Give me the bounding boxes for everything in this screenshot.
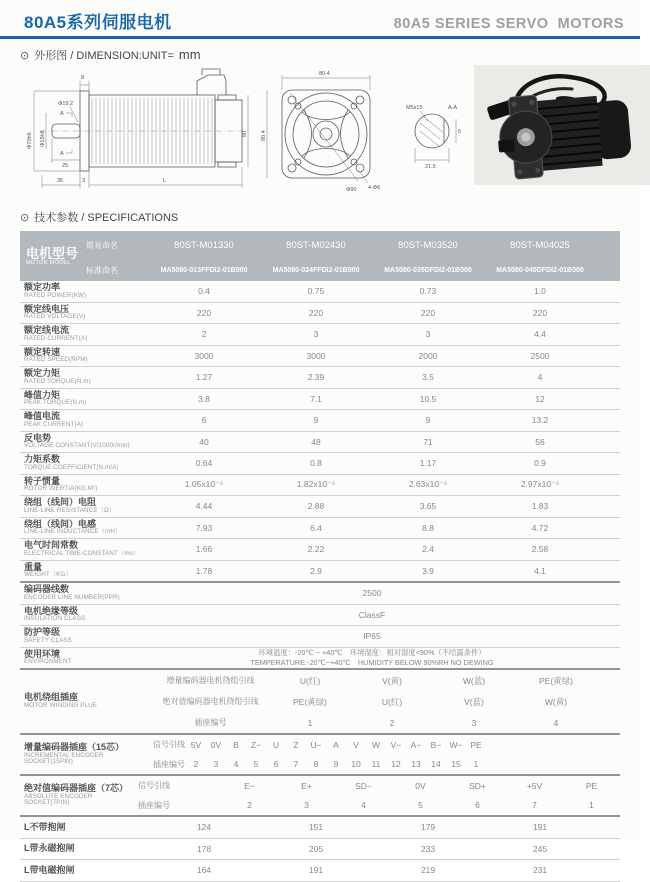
spec-row <box>20 453 620 475</box>
row-label <box>20 369 148 385</box>
spec-row <box>20 410 620 432</box>
spec-value: U(红) <box>381 696 403 707</box>
spec-row <box>20 539 620 561</box>
spec-value: 0.75 <box>307 286 325 297</box>
sub-row-label: 绝对值编码器电机绕组引线 <box>162 697 259 706</box>
spec-value: 124 <box>196 822 212 833</box>
row-label-en: INCREMENTAL ENCODER <box>24 751 104 759</box>
spec-value: 4.4 <box>534 329 546 340</box>
spec-value: 6.4 <box>310 522 322 533</box>
spec-value: V(黄) <box>382 675 402 686</box>
spec-value: 0.4 <box>198 286 210 297</box>
dim-label-8: 8 <box>81 75 85 81</box>
incremental-socket-row <box>152 735 620 754</box>
spec-value: 191 <box>308 865 324 876</box>
spec-value: 9 <box>425 415 431 426</box>
spec-value: 1.83 <box>531 501 549 512</box>
row-label-en: SAFETY CLASS <box>24 636 72 644</box>
spec-value: 2.9 <box>310 565 322 576</box>
environment-text <box>148 648 596 668</box>
sub-row-label: 增量编码器电机绕组引线 <box>166 676 255 685</box>
page-title-zh: 80A5系列伺服电机 <box>24 13 172 32</box>
spec-value: B− <box>430 739 442 750</box>
row-label-en: ELECTRICAL TIME-CONSTANT（ms） <box>24 549 140 557</box>
row-label-zh: 额定功率 <box>24 282 61 293</box>
environment-line-en: TEMPERATURE:-20℃~+40℃ HUMIDITY BELOW 90%RH NO DEWING <box>250 657 494 667</box>
sub-row-label: 信号引线 <box>153 740 185 750</box>
spec-table-body <box>20 281 620 882</box>
spec-value: 1.27 <box>195 372 213 383</box>
spec-value: 1.78 <box>195 565 213 576</box>
row-label-zh: L不带抱闸 <box>24 821 66 832</box>
spec-row <box>20 432 620 454</box>
winding-row <box>152 712 620 733</box>
spec-value: 4 <box>553 717 559 728</box>
spec-value: 5 <box>253 759 259 770</box>
environment-row <box>20 648 620 671</box>
front-view-drawing <box>254 65 394 197</box>
row-label <box>20 520 148 536</box>
header-divider <box>0 36 640 39</box>
spec-span-value: IP65 <box>363 631 381 642</box>
spec-value: 220 <box>196 307 212 318</box>
spec-value: 8 <box>313 759 319 770</box>
spec-row <box>20 389 620 411</box>
spec-value: 2 <box>193 759 199 770</box>
section-width-label: 21.5 <box>425 164 436 170</box>
spec-value: 3000 <box>194 350 214 361</box>
spec-value: 3.65 <box>419 501 437 512</box>
row-label <box>20 348 148 364</box>
row-label-en: RATED TORQUE(N.m) <box>24 377 91 385</box>
spec-value: 191 <box>532 822 548 833</box>
row-label-zh: 额定转速 <box>24 346 61 357</box>
dim-label-height: 80.4 <box>261 130 267 141</box>
spec-value: V− <box>390 739 402 750</box>
spec-value: 233 <box>420 843 436 854</box>
spec-row <box>20 561 620 584</box>
spec-span-row <box>20 583 620 605</box>
row-label-zh: 额定线电压 <box>24 303 70 314</box>
spec-value: 0.64 <box>195 458 213 469</box>
row-label-en: WEIGHT（KG） <box>24 571 72 579</box>
nameplate-name: MA5080-013FFDI2-01B000 <box>160 266 248 274</box>
nameplate-name: MA5080-035DFDI2-01B000 <box>384 266 472 274</box>
circled-dot-icon: ⊙ <box>20 50 30 62</box>
circled-dot-icon: ⊙ <box>20 212 30 224</box>
spec-value: 1 <box>589 800 594 811</box>
spec-value: 7 <box>532 800 537 811</box>
spec-value: 4 <box>233 759 239 770</box>
row-label <box>20 607 148 623</box>
spec-value: 2.58 <box>531 544 549 555</box>
spec-value: A− <box>410 739 422 750</box>
spec-value: 13 <box>411 759 421 770</box>
spec-value: 6 <box>273 759 279 770</box>
spec-value: 9 <box>333 759 339 770</box>
dim-label-3: 3 <box>82 178 86 184</box>
section-mark-a-bottom: A <box>60 151 64 157</box>
spec-value: 205 <box>308 843 324 854</box>
row-label <box>20 412 148 428</box>
row-label-zh: 峰值电流 <box>24 411 61 422</box>
spec-value: 178 <box>196 843 212 854</box>
length-row <box>20 860 620 882</box>
motor-model-label-zh: 电机型号 <box>26 245 79 261</box>
absolute-socket-section <box>20 776 620 817</box>
absolute-socket-row <box>137 776 620 795</box>
spec-row <box>20 367 620 389</box>
shaft-section-drawing <box>394 65 474 197</box>
row-label <box>20 498 148 514</box>
spec-value: 0.8 <box>310 458 322 469</box>
model-name: 80ST-M03520 <box>398 239 458 251</box>
row-label-en: PEAK TORQUE(N.m) <box>24 399 87 407</box>
row-label-zh: 电气时间常数 <box>24 540 79 551</box>
spec-value: 7 <box>293 759 299 770</box>
spec-value: SD+ <box>469 780 486 791</box>
row-label <box>20 455 148 471</box>
motor-model-block <box>20 247 86 266</box>
spec-value: 3 <box>425 329 431 340</box>
spec-value: 13.2 <box>531 415 549 426</box>
spec-value: 1 <box>473 759 479 770</box>
spec-value: 6 <box>475 800 480 811</box>
spec-value: W <box>371 739 381 750</box>
spec-value: W− <box>449 739 463 750</box>
row-label-zh: 增量编码器插座（15芯） <box>24 742 125 753</box>
row-label-en: LINE-LINE INDUCTANCE（mH） <box>24 528 122 536</box>
environment-line-zh: 环境温度：-20℃ ~ +40℃ 环境湿度：相对湿度<90%（不结露条件） <box>258 647 486 657</box>
spec-value: 48 <box>311 436 321 447</box>
spec-value: E− <box>244 780 255 791</box>
row-label <box>20 391 148 407</box>
screw-spec-label: M5x15 <box>406 105 423 111</box>
spec-value: 0.73 <box>419 286 437 297</box>
dim-label-width: 80.4 <box>319 71 330 77</box>
row-label-en: INSULATION CLASS <box>24 615 86 623</box>
row-label-zh: 使用环境 <box>24 648 61 659</box>
spec-span-row <box>20 605 620 627</box>
spec-value: 0.9 <box>534 458 546 469</box>
spec-row <box>20 281 620 303</box>
spec-value: B <box>233 739 239 750</box>
spec-value: A <box>333 739 339 750</box>
spec-value: 3000 <box>306 350 326 361</box>
absolute-socket-row <box>137 796 620 815</box>
spec-value: 3.9 <box>422 565 434 576</box>
dim-label-d70: Φ70h6 <box>27 132 33 149</box>
row-label <box>20 434 148 450</box>
spec-value: PE <box>470 739 482 750</box>
incremental-socket-row <box>152 755 620 774</box>
row-label-zh: 电机绝缘等级 <box>24 605 79 616</box>
dimension-drawings <box>0 63 640 201</box>
row-label-en: RATED POWER(KW) <box>24 291 87 299</box>
winding-row <box>152 670 620 691</box>
motor-model-label-en: MOTOR MODEL <box>26 259 71 266</box>
spec-value: 2 <box>247 800 252 811</box>
side-view-drawing <box>12 65 254 197</box>
spec-value: 71 <box>423 436 433 447</box>
dim-label-d15: Φ15h6 <box>40 130 46 147</box>
dim-label-80: 80 <box>242 130 248 137</box>
row-label-zh: 编码器线数 <box>24 584 70 595</box>
row-label-zh: 额定力矩 <box>24 368 61 379</box>
spec-value: 220 <box>308 307 324 318</box>
absolute-socket-rows <box>137 776 620 815</box>
spec-value: 1.66 <box>195 544 213 555</box>
row-label-zh: 力矩系数 <box>24 454 61 465</box>
specs-section-heading <box>20 209 640 225</box>
spec-row <box>20 324 620 346</box>
spec-value: 2.4 <box>422 544 434 555</box>
dim-label-pcd: Φ90 <box>346 187 357 193</box>
spec-value: 164 <box>196 865 212 876</box>
spec-value: 179 <box>420 822 436 833</box>
spec-value: 2.39 <box>307 372 325 383</box>
spec-value: 2.63x10⁻⁴ <box>408 479 448 490</box>
spec-value: 2 <box>201 329 207 340</box>
spec-value: PE(黄绿) <box>292 696 327 707</box>
spec-value: 4 <box>537 372 543 383</box>
spec-value: 151 <box>308 822 324 833</box>
length-row <box>20 839 620 861</box>
row-label-en: ENVIRONMENT <box>24 658 72 666</box>
spec-value: U− <box>310 739 322 750</box>
row-label-zh: 防护等级 <box>24 627 61 638</box>
row-label-en: VOLTAGE CONSTANT(V/1000r/min) <box>24 442 130 450</box>
spec-value: 2 <box>389 717 395 728</box>
standard-naming-label: 标准命名 <box>86 265 118 275</box>
spec-value: 3 <box>213 759 219 770</box>
row-label <box>20 541 148 557</box>
spec-value: 40 <box>199 436 209 447</box>
row-label <box>20 670 152 733</box>
row-label <box>20 283 148 299</box>
spec-value: 2500 <box>530 350 550 361</box>
spec-value: 11 <box>371 759 381 770</box>
length-row <box>20 817 620 839</box>
spec-value: V(蓝) <box>464 696 484 707</box>
key-height-label: 5 <box>458 129 462 135</box>
spec-value: 7.93 <box>195 522 213 533</box>
page-header <box>0 0 640 33</box>
model-name: 80ST-M02430 <box>286 239 346 251</box>
spec-value: 3.5 <box>422 372 434 383</box>
row-label-zh: L带永磁抱闸 <box>24 843 75 854</box>
row-label-en: SOCKET(15PIN) <box>24 758 73 766</box>
spec-value: 245 <box>532 843 548 854</box>
spec-value: 14 <box>431 759 441 770</box>
dimension-heading-label: 外形图 / DIMENSION:UNIT= <box>34 50 174 62</box>
spec-value: 10.5 <box>419 393 437 404</box>
row-label <box>20 844 148 853</box>
spec-value: 1.05x10⁻⁴ <box>184 479 224 490</box>
model-name: 80ST-M04025 <box>510 239 570 251</box>
spec-value: 2000 <box>418 350 438 361</box>
row-label-en: RATED VOLTAGE(V) <box>24 313 86 321</box>
spec-table-header <box>20 231 620 281</box>
spec-value: Z− <box>250 739 262 750</box>
row-label <box>20 866 148 875</box>
spec-value: 3.8 <box>198 393 210 404</box>
row-label <box>20 305 148 321</box>
spec-value: 8.8 <box>422 522 434 533</box>
spec-row <box>20 518 620 540</box>
row-label-zh: 重量 <box>24 561 43 572</box>
spec-value: 4.1 <box>534 565 546 576</box>
winding-row <box>152 691 620 712</box>
spec-value: W(黄) <box>544 696 568 707</box>
row-label-en: LINE-LINE RESISTANCE（Ω） <box>24 506 116 514</box>
row-label <box>20 563 148 579</box>
spec-value: 5V <box>190 739 202 750</box>
motor-photo <box>474 65 650 185</box>
spec-row <box>20 346 620 368</box>
row-label-en: ENCODER LINE NUMBER(PPR) <box>24 593 120 601</box>
spec-value: 1.82x10⁻⁴ <box>296 479 336 490</box>
spec-value: U <box>272 739 280 750</box>
spec-value: W(蓝) <box>462 675 486 686</box>
spec-span-row <box>20 626 620 648</box>
spec-value: 15 <box>451 759 461 770</box>
row-label <box>20 326 148 342</box>
row-label-zh: 绕组（线间）电感 <box>24 518 97 529</box>
spec-value: Z <box>293 739 299 750</box>
row-label-en: RATED CURRENT(A) <box>24 334 88 342</box>
spec-value: PE(黄绿) <box>538 675 573 686</box>
dim-label-35: 35 <box>57 178 64 184</box>
spec-value: 220 <box>532 307 548 318</box>
spec-value: V <box>353 739 359 750</box>
spec-value: U(红) <box>299 675 321 686</box>
spec-value: 2.22 <box>307 544 325 555</box>
row-label-zh: L带电磁抱闸 <box>24 864 75 875</box>
spec-value: 9 <box>313 415 319 426</box>
spec-value: 4 <box>361 800 366 811</box>
sub-row-label: 信号引线 <box>138 781 170 791</box>
spec-value: 12 <box>535 393 545 404</box>
spec-row <box>20 475 620 497</box>
spec-value: 1.17 <box>419 458 437 469</box>
spec-span-value: ClassF <box>358 609 386 620</box>
spec-value: 5 <box>418 800 423 811</box>
spec-row <box>20 496 620 518</box>
spec-value: SD− <box>355 780 372 791</box>
row-label <box>20 823 148 832</box>
row-label-zh: 反电势 <box>24 432 52 443</box>
row-label <box>20 477 148 493</box>
dim-label-L: L <box>163 178 167 184</box>
spec-table <box>20 231 620 882</box>
row-label <box>20 628 148 644</box>
spec-value: PE <box>585 780 598 791</box>
incremental-socket-rows <box>152 735 620 774</box>
row-label <box>20 776 137 815</box>
dim-label-d19: Φ19.2 <box>58 101 74 107</box>
row-label-zh: 峰值力矩 <box>24 389 61 400</box>
row-label-zh: 绕组（线间）电阻 <box>24 497 97 508</box>
spec-value: +5V <box>526 780 543 791</box>
section-mark-a-top: A <box>60 111 64 117</box>
spec-value: 7.1 <box>310 393 322 404</box>
row-label-en: MOTOR WINDING PLUE <box>24 701 98 709</box>
row-label <box>20 735 152 774</box>
spec-value: 1.0 <box>534 286 546 297</box>
model-name: 80ST-M01330 <box>174 239 234 251</box>
spec-value: 6 <box>201 415 207 426</box>
dim-label-25: 25 <box>62 163 69 169</box>
spec-value: 4.44 <box>195 501 213 512</box>
row-label-en: ABSOLUTE ENCODER SOCKET(7PIN) <box>24 792 93 807</box>
nameplate-name: MA5080-024FFDI2-01B000 <box>272 266 360 274</box>
spec-value: 0V <box>210 739 222 750</box>
spec-value: 219 <box>420 865 436 876</box>
spec-value: 2.97x10⁻⁴ <box>520 479 560 490</box>
row-label-zh: 额定线电流 <box>24 325 70 336</box>
nameplate-name: MA5080-040DFDI2-01B000 <box>496 266 584 274</box>
sub-row-label: 插座编号 <box>153 759 185 769</box>
specs-heading-label: 技术参数 / SPECIFICATIONS <box>34 212 179 224</box>
row-label-zh: 绝对值编码器插座（7芯） <box>24 783 129 794</box>
row-label-en: PEAK CURRENT(A) <box>24 420 84 428</box>
spec-value: 220 <box>420 307 436 318</box>
row-label <box>20 650 148 666</box>
row-label-en: ROTOR INERTIA(KG.M²) <box>24 485 98 493</box>
spec-value: 1 <box>307 717 313 728</box>
winding-plug-section <box>20 670 620 735</box>
row-label <box>20 585 148 601</box>
spec-value: 10 <box>351 759 361 770</box>
spec-value: 12 <box>391 759 401 770</box>
spec-value: 231 <box>532 865 548 876</box>
spec-value: 3 <box>471 717 477 728</box>
winding-plug-rows <box>152 670 620 733</box>
spec-value: 0V <box>415 780 426 791</box>
spec-value: 3 <box>304 800 309 811</box>
spec-value: 56 <box>535 436 545 447</box>
page-title-en: 80A5 SERIES SERVO MOTORS <box>393 16 624 32</box>
sub-row-label: 插座编号 <box>194 718 227 727</box>
section-name-label: A-A <box>448 105 458 111</box>
row-label-en: RATED SPEED(RPM) <box>24 356 88 364</box>
row-label-en: TORQUE COEFFICIENT(N.m/A) <box>24 463 119 471</box>
spec-span-value: 2500 <box>362 588 382 599</box>
dimension-unit-label: mm <box>178 47 201 62</box>
spec-value: 3 <box>313 329 319 340</box>
row-label-zh: 电机绕组插座 <box>24 692 79 703</box>
incremental-socket-section <box>20 735 620 776</box>
spec-value: 4.72 <box>531 522 549 533</box>
dimension-section-heading <box>20 47 640 63</box>
sub-row-label: 插座编号 <box>138 800 170 810</box>
spec-value: 2.88 <box>307 501 325 512</box>
simple-naming-label: 简易命名 <box>86 240 118 250</box>
spec-value: E+ <box>301 780 312 791</box>
dim-label-holes: 4-Φ6 <box>368 185 381 191</box>
spec-row <box>20 303 620 325</box>
row-label-zh: 转子惯量 <box>24 475 61 486</box>
